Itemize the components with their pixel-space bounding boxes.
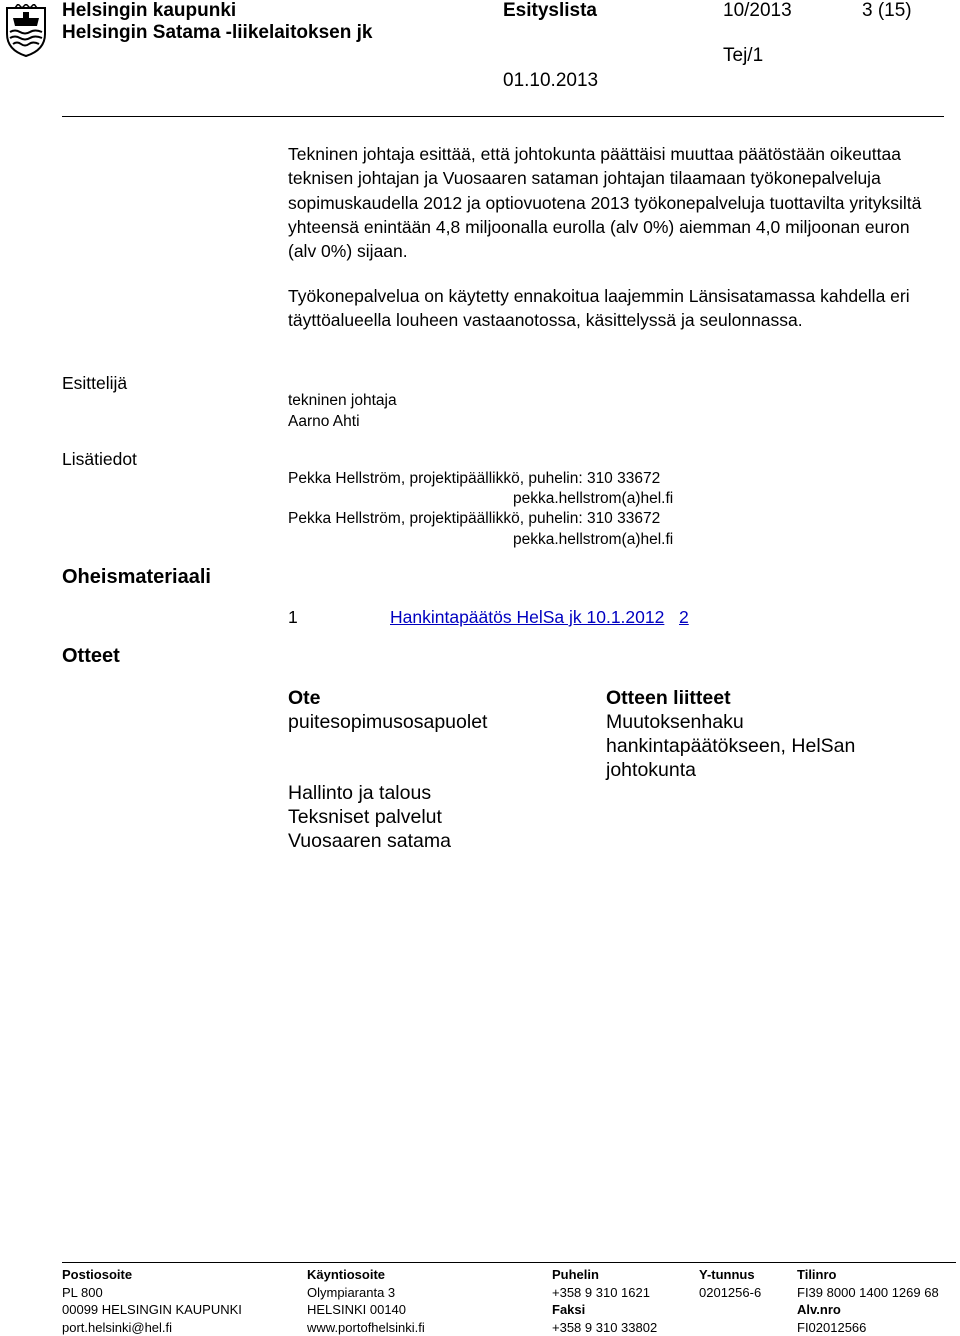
- footer-line: Olympiaranta 3: [307, 1284, 425, 1302]
- extract-header: Ote: [288, 686, 321, 710]
- contact-line: Pekka Hellström, projektipäällikkö, puhelin: 310 33672: [288, 469, 660, 490]
- info-label: Lisätiedot: [62, 449, 137, 470]
- footer-website[interactable]: www.portofhelsinki.fi: [307, 1319, 425, 1336]
- footer-phone: [552, 1266, 657, 1336]
- extract-item: Hallinto ja talous: [288, 781, 431, 805]
- footer-account-value: FI39 8000 1400 1269 68: [797, 1284, 939, 1302]
- proposal-paragraph: Tekninen johtaja esittää, että johtokunta päättäisi muuttaa päätöstään oikeuttaa teknisen johtajan ja Vuosaaren sataman johtajan tilaamaan työkonepalveluja sopimuskaudella 2012 ja optiovuotena 2013 työkonepalveluja tuottavilta yrityksiltä yhteensä enintään 4,8 miljoonalla eurolla (alv 0%) aiemman 4,0 miljoonan euron (alv 0%) sijaan.: [288, 142, 938, 263]
- unit-name: Helsingin Satama -liikelaitoksen jk: [62, 22, 372, 44]
- attachment-link-suffix[interactable]: 2: [679, 607, 689, 628]
- footer-heading: Faksi: [552, 1301, 657, 1319]
- footer-divider: [62, 1262, 956, 1263]
- footer-visiting: [307, 1266, 425, 1336]
- extract-line: puitesopimusosapuolet: [288, 710, 487, 734]
- extract-attachment-line: hankintapäätökseen, HelSan: [606, 734, 855, 758]
- section-code: Tej/1: [723, 45, 763, 67]
- footer-line: HELSINKI 00140: [307, 1301, 425, 1319]
- footer-line: 00099 HELSINGIN KAUPUNKI: [62, 1301, 242, 1319]
- extract-attachment-line: Muutoksenhaku: [606, 710, 744, 734]
- extract-attachments-header: Otteen liitteet: [606, 686, 731, 710]
- footer-heading: Käyntiosoite: [307, 1266, 425, 1284]
- header-divider: [62, 116, 944, 117]
- helsinki-crest-logo: [4, 4, 48, 58]
- footer-line: PL 800: [62, 1284, 242, 1302]
- contact-email[interactable]: pekka.hellstrom(a)hel.fi: [513, 530, 673, 551]
- extract-attachment-line: johtokunta: [606, 758, 696, 782]
- extract-item: Teksniset palvelut: [288, 805, 442, 829]
- footer-vat-value: FI02012566: [797, 1319, 939, 1336]
- list-number: 10/2013: [723, 0, 792, 22]
- presenter-name: Aarno Ahti: [288, 412, 360, 433]
- doc-type: Esityslista: [503, 0, 597, 22]
- footer-heading: Puhelin: [552, 1266, 657, 1284]
- footer-postal: [62, 1266, 242, 1336]
- extract-item: Vuosaaren satama: [288, 829, 451, 853]
- background-paragraph: Työkonepalvelua on käytetty ennakoitua laajemmin Länsisatamassa kahdella eri täyttöalueella louheen vastaanotossa, käsittelyssä ja seulonnassa.: [288, 284, 938, 333]
- presenter-title: tekninen johtaja: [288, 391, 397, 412]
- footer-heading: Tilinro: [797, 1266, 939, 1284]
- attachments-label: Oheismateriaali: [62, 566, 211, 589]
- footer-email[interactable]: port.helsinki@hel.fi: [62, 1319, 242, 1336]
- contact-line: Pekka Hellström, projektipäällikkö, puhelin: 310 33672: [288, 509, 660, 530]
- attachment-link[interactable]: Hankintapäätös HelSa jk 10.1.2012: [390, 607, 664, 628]
- org-name: Helsingin kaupunki: [62, 0, 236, 22]
- footer-fax-number: +358 9 310 33802: [552, 1319, 657, 1336]
- footer-phone-number: +358 9 310 1621: [552, 1284, 657, 1302]
- footer-heading: Y-tunnus: [699, 1266, 761, 1284]
- meeting-date: 01.10.2013: [503, 70, 598, 92]
- extracts-label: Otteet: [62, 645, 120, 668]
- footer-heading: Alv.nro: [797, 1301, 939, 1319]
- attachment-number: 1: [288, 607, 298, 628]
- contact-email[interactable]: pekka.hellstrom(a)hel.fi: [513, 489, 673, 510]
- footer-business-id: [699, 1266, 761, 1301]
- footer-business-id-value: 0201256-6: [699, 1284, 761, 1302]
- footer-account: [797, 1266, 939, 1336]
- page-number: 3 (15): [862, 0, 912, 22]
- presenter-label: Esittelijä: [62, 373, 127, 394]
- footer-heading: Postiosoite: [62, 1266, 242, 1284]
